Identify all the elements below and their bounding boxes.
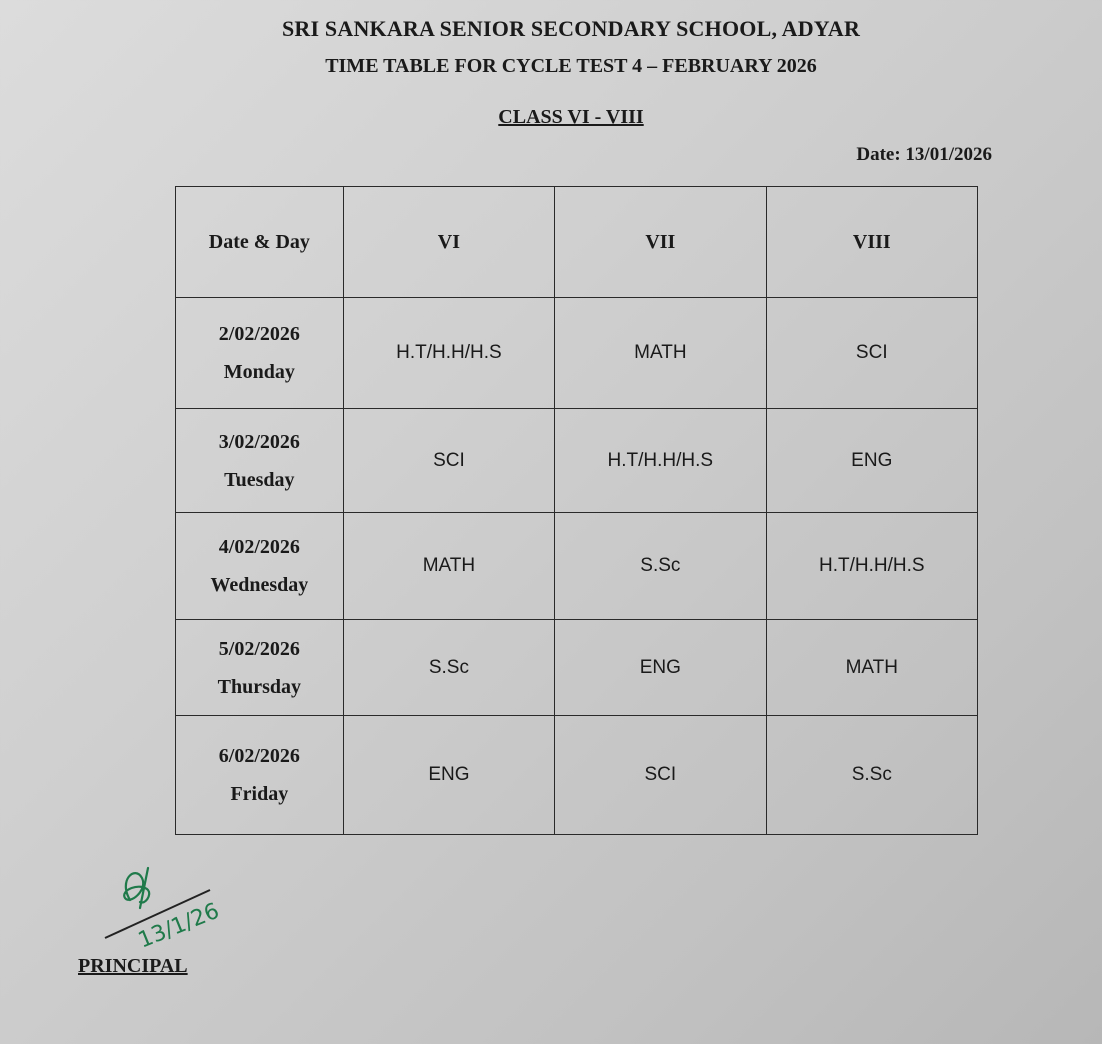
subject-vii: S.Sc	[555, 513, 766, 620]
exam-day: Tuesday	[224, 468, 295, 491]
table-header-row	[176, 187, 978, 298]
timetable	[175, 186, 978, 835]
subject-vii: MATH	[555, 298, 766, 409]
principal-signature	[100, 860, 250, 955]
subject-vi: H.T/H.H/H.S	[343, 298, 554, 409]
exam-date: 6/02/2026	[218, 745, 300, 767]
subject-vi: ENG	[343, 716, 554, 835]
subject-viii: S.Sc	[766, 716, 977, 835]
exam-title: TIME TABLE FOR CYCLE TEST 4 – FEBRUARY 2026	[325, 55, 817, 77]
subject-vi: S.Sc	[343, 620, 554, 716]
date-day-cell	[176, 298, 344, 409]
table-row	[176, 716, 978, 835]
header-class-vii: VII	[555, 187, 766, 298]
subject-viii: MATH	[766, 620, 977, 716]
school-name: SRI SANKARA SENIOR SECONDARY SCHOOL, ADYAR	[281, 16, 861, 41]
header-class-viii: VIII	[766, 187, 977, 298]
exam-date: 3/02/2026	[218, 430, 300, 453]
subject-viii: H.T/H.H/H.S	[766, 513, 977, 620]
exam-day: Monday	[223, 361, 295, 383]
issue-date: Date: 13/01/2026	[856, 144, 992, 165]
subject-viii: ENG	[766, 409, 977, 513]
date-day-cell	[176, 409, 344, 513]
principal-label: PRINCIPAL	[78, 955, 188, 977]
table-row	[176, 298, 978, 409]
table-row	[176, 409, 978, 513]
header-class-vi: VI	[343, 187, 554, 298]
class-title: CLASS VI - VIII	[498, 106, 644, 128]
exam-day: Friday	[230, 783, 289, 805]
date-day-cell	[176, 620, 344, 716]
exam-date: 4/02/2026	[218, 536, 300, 558]
subject-vi: MATH	[343, 513, 554, 620]
signature-date: 13/1/26	[134, 898, 223, 954]
date-day-cell	[176, 513, 344, 620]
exam-date: 5/02/2026	[218, 637, 300, 660]
table-row	[176, 513, 978, 620]
date-day-cell	[176, 716, 344, 835]
subject-vii: H.T/H.H/H.S	[555, 409, 766, 513]
table-row	[176, 620, 978, 716]
subject-vii: ENG	[555, 620, 766, 716]
signature-initials	[124, 868, 149, 908]
exam-day: Wednesday	[210, 574, 309, 596]
subject-viii: SCI	[766, 298, 977, 409]
exam-date: 2/02/2026	[218, 323, 300, 345]
subject-vii: SCI	[555, 716, 766, 835]
header-date-day: Date & Day	[176, 187, 344, 298]
exam-day: Thursday	[217, 675, 302, 698]
subject-vi: SCI	[343, 409, 554, 513]
